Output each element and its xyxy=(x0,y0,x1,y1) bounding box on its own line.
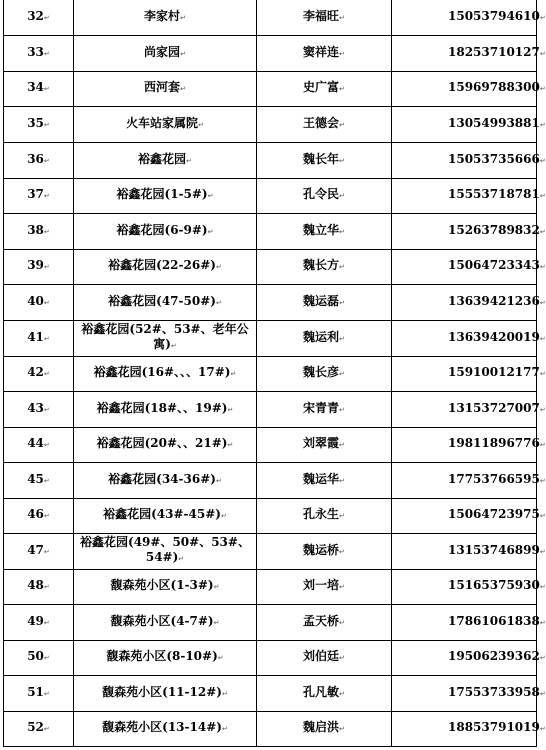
table-row xyxy=(4,462,537,498)
residential-area: 裕鑫花园(47-50#) xyxy=(108,293,216,308)
paragraph-mark-icon: ↵ xyxy=(170,342,177,350)
paragraph-mark-icon: ↵ xyxy=(339,156,345,165)
table-row xyxy=(4,604,537,640)
paragraph-mark-icon: ↵ xyxy=(339,370,345,378)
table-row xyxy=(4,675,537,711)
phone-number-cell xyxy=(392,711,546,746)
paragraph-mark-icon: ↵ xyxy=(539,263,546,271)
paragraph-mark-icon: ↵ xyxy=(43,725,50,733)
phone-number-cell xyxy=(392,533,546,569)
paragraph-mark-icon: ↵ xyxy=(339,441,345,449)
phone-number: 19506239362 xyxy=(448,649,540,663)
phone-number: 17553733958 xyxy=(448,684,540,699)
contact-person-cell xyxy=(257,462,392,498)
residential-area-cell xyxy=(74,462,257,498)
paragraph-mark-icon: ↵ xyxy=(539,618,546,627)
contact-person: 窦祥连 xyxy=(303,44,340,59)
paragraph-mark-icon: ↵ xyxy=(539,227,546,236)
paragraph-mark-icon: ↵ xyxy=(339,618,345,627)
phone-number: 17753766595 xyxy=(448,471,540,486)
paragraph-mark-icon: ↵ xyxy=(339,547,345,556)
row-number-cell xyxy=(4,320,74,356)
row-number-cell xyxy=(4,391,74,427)
contact-person-cell xyxy=(257,249,392,284)
phone-number: 18253710127 xyxy=(448,44,540,59)
contact-person-cell xyxy=(257,427,392,462)
residential-area: 李家村 xyxy=(144,8,181,23)
contact-person-cell xyxy=(257,533,392,569)
paragraph-mark-icon: ↵ xyxy=(539,547,546,556)
paragraph-mark-icon: ↵ xyxy=(207,192,214,200)
contact-person: 宋青青 xyxy=(303,400,340,415)
paragraph-mark-icon: ↵ xyxy=(43,263,50,271)
paragraph-mark-icon: ↵ xyxy=(43,689,50,698)
phone-number-cell xyxy=(392,604,546,640)
residential-area-cell xyxy=(74,284,257,320)
residential-area-cell xyxy=(74,391,257,427)
paragraph-mark-icon: ↵ xyxy=(339,13,345,22)
residential-area: 裕鑫花园(1-5#) xyxy=(116,187,208,201)
paragraph-mark-icon: ↵ xyxy=(43,156,50,165)
paragraph-mark-icon: ↵ xyxy=(339,192,345,200)
residential-area-cell xyxy=(74,0,257,35)
phone-number-cell xyxy=(392,427,546,462)
table-row xyxy=(4,356,537,391)
paragraph-mark-icon: ↵ xyxy=(339,689,345,698)
paragraph-mark-icon: ↵ xyxy=(198,120,204,129)
table-row xyxy=(4,249,537,284)
residential-area: 馥森苑小区(11-12#) xyxy=(102,684,222,699)
paragraph-mark-icon: ↵ xyxy=(539,583,546,591)
paragraph-mark-icon: ↵ xyxy=(539,370,546,378)
paragraph-mark-icon: ↵ xyxy=(230,370,237,378)
phone-number: 13153727007 xyxy=(448,400,540,415)
paragraph-mark-icon: ↵ xyxy=(43,512,50,520)
residential-area-cell xyxy=(74,640,257,675)
residential-area-cell xyxy=(74,249,257,284)
table-row xyxy=(4,106,537,142)
contact-person-cell xyxy=(257,213,392,249)
paragraph-mark-icon: ↵ xyxy=(43,547,50,556)
row-number-cell xyxy=(4,106,74,142)
table-row xyxy=(4,569,537,604)
contact-person: 魏运利 xyxy=(303,329,340,344)
paragraph-mark-icon: ↵ xyxy=(539,476,546,485)
paragraph-mark-icon: ↵ xyxy=(43,370,50,378)
residential-area: 裕鑫花园(22-26#) xyxy=(108,258,216,272)
residential-area-cell xyxy=(74,35,257,71)
row-number-cell xyxy=(4,569,74,604)
paragraph-mark-icon: ↵ xyxy=(539,689,546,698)
row-number: 51 xyxy=(27,684,44,699)
row-number: 43 xyxy=(27,400,44,415)
residential-area-cell xyxy=(74,604,257,640)
paragraph-mark-icon: ↵ xyxy=(43,49,50,58)
phone-number: 19811896776 xyxy=(448,436,540,450)
residential-area-cell xyxy=(74,320,257,356)
contact-person-cell xyxy=(257,569,392,604)
phone-number: 18853791019 xyxy=(448,720,540,734)
row-number: 38 xyxy=(27,222,44,237)
table-row xyxy=(4,71,537,106)
contact-person: 孟天桥 xyxy=(303,613,340,628)
paragraph-mark-icon: ↵ xyxy=(339,120,345,129)
paragraph-mark-icon: ↵ xyxy=(339,49,345,58)
residential-area: 裕鑫花园(52#、53#、老年公寓) xyxy=(81,322,249,351)
table-row xyxy=(4,284,537,320)
paragraph-mark-icon: ↵ xyxy=(339,334,345,343)
contact-person-cell xyxy=(257,0,392,35)
row-number: 50 xyxy=(27,649,44,663)
row-number: 45 xyxy=(27,471,44,486)
contact-person-cell xyxy=(257,71,392,106)
phone-number: 15053735666 xyxy=(448,151,540,166)
contact-person: 魏长彦 xyxy=(303,365,340,379)
row-number-cell xyxy=(4,640,74,675)
paragraph-mark-icon: ↵ xyxy=(539,298,546,307)
contact-person: 刘伯廷 xyxy=(303,649,340,663)
paragraph-mark-icon: ↵ xyxy=(220,512,227,520)
row-number: 40 xyxy=(27,293,44,308)
paragraph-mark-icon: ↵ xyxy=(539,49,546,58)
contact-person-cell xyxy=(257,284,392,320)
row-number-cell xyxy=(4,675,74,711)
residential-area-cell xyxy=(74,142,257,178)
paragraph-mark-icon: ↵ xyxy=(539,120,546,129)
contact-person-cell xyxy=(257,711,392,746)
phone-number-cell xyxy=(392,640,546,675)
phone-number: 15910012177 xyxy=(448,365,540,379)
phone-number-cell xyxy=(392,284,546,320)
table-row xyxy=(4,142,537,178)
paragraph-mark-icon: ↵ xyxy=(215,298,222,307)
row-number: 35 xyxy=(27,115,44,130)
paragraph-mark-icon: ↵ xyxy=(227,405,234,414)
paragraph-mark-icon: ↵ xyxy=(339,405,345,414)
paragraph-mark-icon: ↵ xyxy=(539,441,546,449)
table-row xyxy=(4,178,537,213)
residential-area: 裕鑫花园(43#-45#) xyxy=(103,507,221,521)
residential-area-cell xyxy=(74,711,257,746)
table-row xyxy=(4,35,537,71)
contact-person: 李福旺 xyxy=(303,8,340,23)
phone-number: 13639421236 xyxy=(448,293,540,308)
residential-area-cell xyxy=(74,569,257,604)
phone-number: 15064723343 xyxy=(448,258,540,272)
contact-person-cell xyxy=(257,356,392,391)
contact-person-cell xyxy=(257,391,392,427)
phone-number-cell xyxy=(392,106,546,142)
table-row xyxy=(4,427,537,462)
residential-area-cell xyxy=(74,675,257,711)
phone-number-cell xyxy=(392,675,546,711)
row-number-cell xyxy=(4,0,74,35)
residential-area: 馥森苑小区(1-3#) xyxy=(110,578,214,592)
phone-number-cell xyxy=(392,0,546,35)
contact-person-cell xyxy=(257,604,392,640)
residential-area: 裕鑫花园(20#、、21#) xyxy=(96,436,228,450)
row-number-cell xyxy=(4,142,74,178)
phone-number: 15053794610 xyxy=(448,8,540,23)
row-number: 32 xyxy=(27,8,44,23)
paragraph-mark-icon: ↵ xyxy=(539,85,546,93)
paragraph-mark-icon: ↵ xyxy=(339,263,345,271)
contact-table xyxy=(3,0,546,747)
paragraph-mark-icon: ↵ xyxy=(43,441,50,449)
row-number: 48 xyxy=(27,578,44,592)
paragraph-mark-icon: ↵ xyxy=(43,476,50,485)
contact-person: 孔令民 xyxy=(303,187,340,201)
row-number-cell xyxy=(4,71,74,106)
paragraph-mark-icon: ↵ xyxy=(539,405,546,414)
paragraph-mark-icon: ↵ xyxy=(339,85,345,93)
row-number: 44 xyxy=(27,436,44,450)
phone-number-cell xyxy=(392,391,546,427)
phone-number-cell xyxy=(392,35,546,71)
paragraph-mark-icon: ↵ xyxy=(339,583,345,591)
row-number: 33 xyxy=(27,44,44,59)
phone-number: 13153746899 xyxy=(448,542,540,557)
row-number-cell xyxy=(4,711,74,746)
paragraph-mark-icon: ↵ xyxy=(339,298,345,307)
paragraph-mark-icon: ↵ xyxy=(213,618,220,627)
paragraph-mark-icon: ↵ xyxy=(539,334,546,343)
paragraph-mark-icon: ↵ xyxy=(178,555,185,563)
row-number-cell xyxy=(4,498,74,533)
table-row xyxy=(4,391,537,427)
contact-person: 刘一培 xyxy=(303,578,340,592)
residential-area: 馥森苑小区(4-7#) xyxy=(110,613,214,628)
residential-area-cell xyxy=(74,106,257,142)
row-number-cell xyxy=(4,35,74,71)
phone-number-cell xyxy=(392,71,546,106)
residential-area-cell xyxy=(74,178,257,213)
phone-number: 15553718781 xyxy=(448,187,540,201)
paragraph-mark-icon: ↵ xyxy=(43,405,50,414)
paragraph-mark-icon: ↵ xyxy=(221,725,228,733)
row-number: 52 xyxy=(27,720,44,734)
residential-area: 火车站家属院 xyxy=(126,115,199,130)
row-number: 39 xyxy=(27,258,44,272)
row-number-cell xyxy=(4,427,74,462)
row-number-cell xyxy=(4,604,74,640)
residential-area: 裕鑫花园(34-36#) xyxy=(108,471,216,486)
residential-area-cell xyxy=(74,533,257,569)
residential-area-cell xyxy=(74,356,257,391)
phone-number-cell xyxy=(392,213,546,249)
contact-person-cell xyxy=(257,178,392,213)
contact-person-cell xyxy=(257,320,392,356)
paragraph-mark-icon: ↵ xyxy=(539,156,546,165)
contact-person: 孔永生 xyxy=(303,507,340,521)
paragraph-mark-icon: ↵ xyxy=(43,227,50,236)
paragraph-mark-icon: ↵ xyxy=(539,512,546,520)
contact-person: 魏长年 xyxy=(303,151,340,166)
residential-area: 裕鑫花园 xyxy=(138,151,187,166)
contact-person: 魏启洪 xyxy=(303,720,340,734)
row-number: 47 xyxy=(27,542,44,557)
row-number-cell xyxy=(4,356,74,391)
table-row xyxy=(4,498,537,533)
paragraph-mark-icon: ↵ xyxy=(43,618,50,627)
phone-number: 17861061838 xyxy=(448,613,540,628)
paragraph-mark-icon: ↵ xyxy=(217,654,224,662)
row-number: 42 xyxy=(27,365,44,379)
paragraph-mark-icon: ↵ xyxy=(43,654,50,662)
row-number-cell xyxy=(4,178,74,213)
residential-area-cell xyxy=(74,213,257,249)
paragraph-mark-icon: ↵ xyxy=(221,689,228,698)
paragraph-mark-icon: ↵ xyxy=(43,85,50,93)
table-row xyxy=(4,0,537,35)
phone-number: 13054993881 xyxy=(448,115,540,130)
paragraph-mark-icon: ↵ xyxy=(43,298,50,307)
residential-area: 馥森苑小区(8-10#) xyxy=(106,649,218,663)
paragraph-mark-icon: ↵ xyxy=(339,476,345,485)
row-number-cell xyxy=(4,462,74,498)
phone-number: 15263789832 xyxy=(448,222,540,237)
row-number-cell xyxy=(4,213,74,249)
paragraph-mark-icon: ↵ xyxy=(180,13,186,22)
paragraph-mark-icon: ↵ xyxy=(43,120,50,129)
paragraph-mark-icon: ↵ xyxy=(339,512,345,520)
paragraph-mark-icon: ↵ xyxy=(186,156,192,165)
contact-person-cell xyxy=(257,142,392,178)
contact-table-body xyxy=(4,0,546,746)
phone-number-cell xyxy=(392,569,546,604)
paragraph-mark-icon: ↵ xyxy=(227,441,234,449)
contact-person: 魏运磊 xyxy=(303,293,340,308)
residential-area: 裕鑫花园(6-9#) xyxy=(116,222,208,237)
contact-person: 王德会 xyxy=(303,115,340,130)
paragraph-mark-icon: ↵ xyxy=(180,85,186,93)
paragraph-mark-icon: ↵ xyxy=(339,227,345,236)
paragraph-mark-icon: ↵ xyxy=(213,583,220,591)
residential-area: 西河套 xyxy=(144,80,181,94)
paragraph-mark-icon: ↵ xyxy=(539,13,546,22)
contact-person-cell xyxy=(257,106,392,142)
table-row xyxy=(4,533,537,569)
paragraph-mark-icon: ↵ xyxy=(215,476,222,485)
row-number: 41 xyxy=(27,329,44,344)
residential-area: 裕鑫花园(49#、50#、53#、54#) xyxy=(80,535,250,564)
row-number-cell xyxy=(4,249,74,284)
phone-number-cell xyxy=(392,142,546,178)
table-row xyxy=(4,320,537,356)
row-number-cell xyxy=(4,533,74,569)
paragraph-mark-icon: ↵ xyxy=(180,49,186,58)
row-number: 34 xyxy=(27,80,44,94)
residential-area: 裕鑫花园(16#、、、17#) xyxy=(93,365,231,379)
residential-area: 馥森苑小区(13-14#) xyxy=(102,720,222,734)
contact-person: 史广富 xyxy=(303,80,340,94)
phone-number-cell xyxy=(392,178,546,213)
residential-area: 裕鑫花园(18#、、19#) xyxy=(96,400,228,415)
contact-person-cell xyxy=(257,675,392,711)
phone-number-cell xyxy=(392,462,546,498)
paragraph-mark-icon: ↵ xyxy=(43,192,50,200)
row-number: 36 xyxy=(27,151,44,166)
phone-number: 13639420019 xyxy=(448,329,540,344)
phone-number-cell xyxy=(392,356,546,391)
phone-number: 15064723975 xyxy=(448,507,540,521)
table-row xyxy=(4,711,537,746)
contact-person: 刘翠霞 xyxy=(303,436,340,450)
residential-area: 尚家园 xyxy=(144,44,181,59)
paragraph-mark-icon: ↵ xyxy=(539,725,546,733)
contact-person-cell xyxy=(257,640,392,675)
phone-number-cell xyxy=(392,498,546,533)
paragraph-mark-icon: ↵ xyxy=(43,13,50,22)
paragraph-mark-icon: ↵ xyxy=(339,725,345,733)
paragraph-mark-icon: ↵ xyxy=(215,263,222,271)
table-row xyxy=(4,640,537,675)
paragraph-mark-icon: ↵ xyxy=(43,334,50,343)
paragraph-mark-icon: ↵ xyxy=(539,654,546,662)
contact-person: 魏立华 xyxy=(303,222,340,237)
phone-number: 15969788300 xyxy=(448,80,540,94)
residential-area-cell xyxy=(74,427,257,462)
residential-area-cell xyxy=(74,71,257,106)
paragraph-mark-icon: ↵ xyxy=(539,192,546,200)
contact-person-cell xyxy=(257,498,392,533)
contact-person: 魏运桥 xyxy=(303,542,340,557)
row-number-cell xyxy=(4,284,74,320)
row-number: 37 xyxy=(27,187,44,201)
phone-number-cell xyxy=(392,320,546,356)
paragraph-mark-icon: ↵ xyxy=(43,583,50,591)
phone-number-cell xyxy=(392,249,546,284)
contact-person: 孔凡敏 xyxy=(303,684,340,699)
table-row xyxy=(4,213,537,249)
phone-number: 15165375930 xyxy=(448,578,540,592)
row-number: 46 xyxy=(27,507,44,521)
paragraph-mark-icon: ↵ xyxy=(339,654,345,662)
contact-person: 魏长方 xyxy=(303,258,340,272)
residential-area-cell xyxy=(74,498,257,533)
paragraph-mark-icon: ↵ xyxy=(207,227,214,236)
contact-person: 魏运华 xyxy=(303,471,340,486)
row-number: 49 xyxy=(27,613,44,628)
contact-person-cell xyxy=(257,35,392,71)
